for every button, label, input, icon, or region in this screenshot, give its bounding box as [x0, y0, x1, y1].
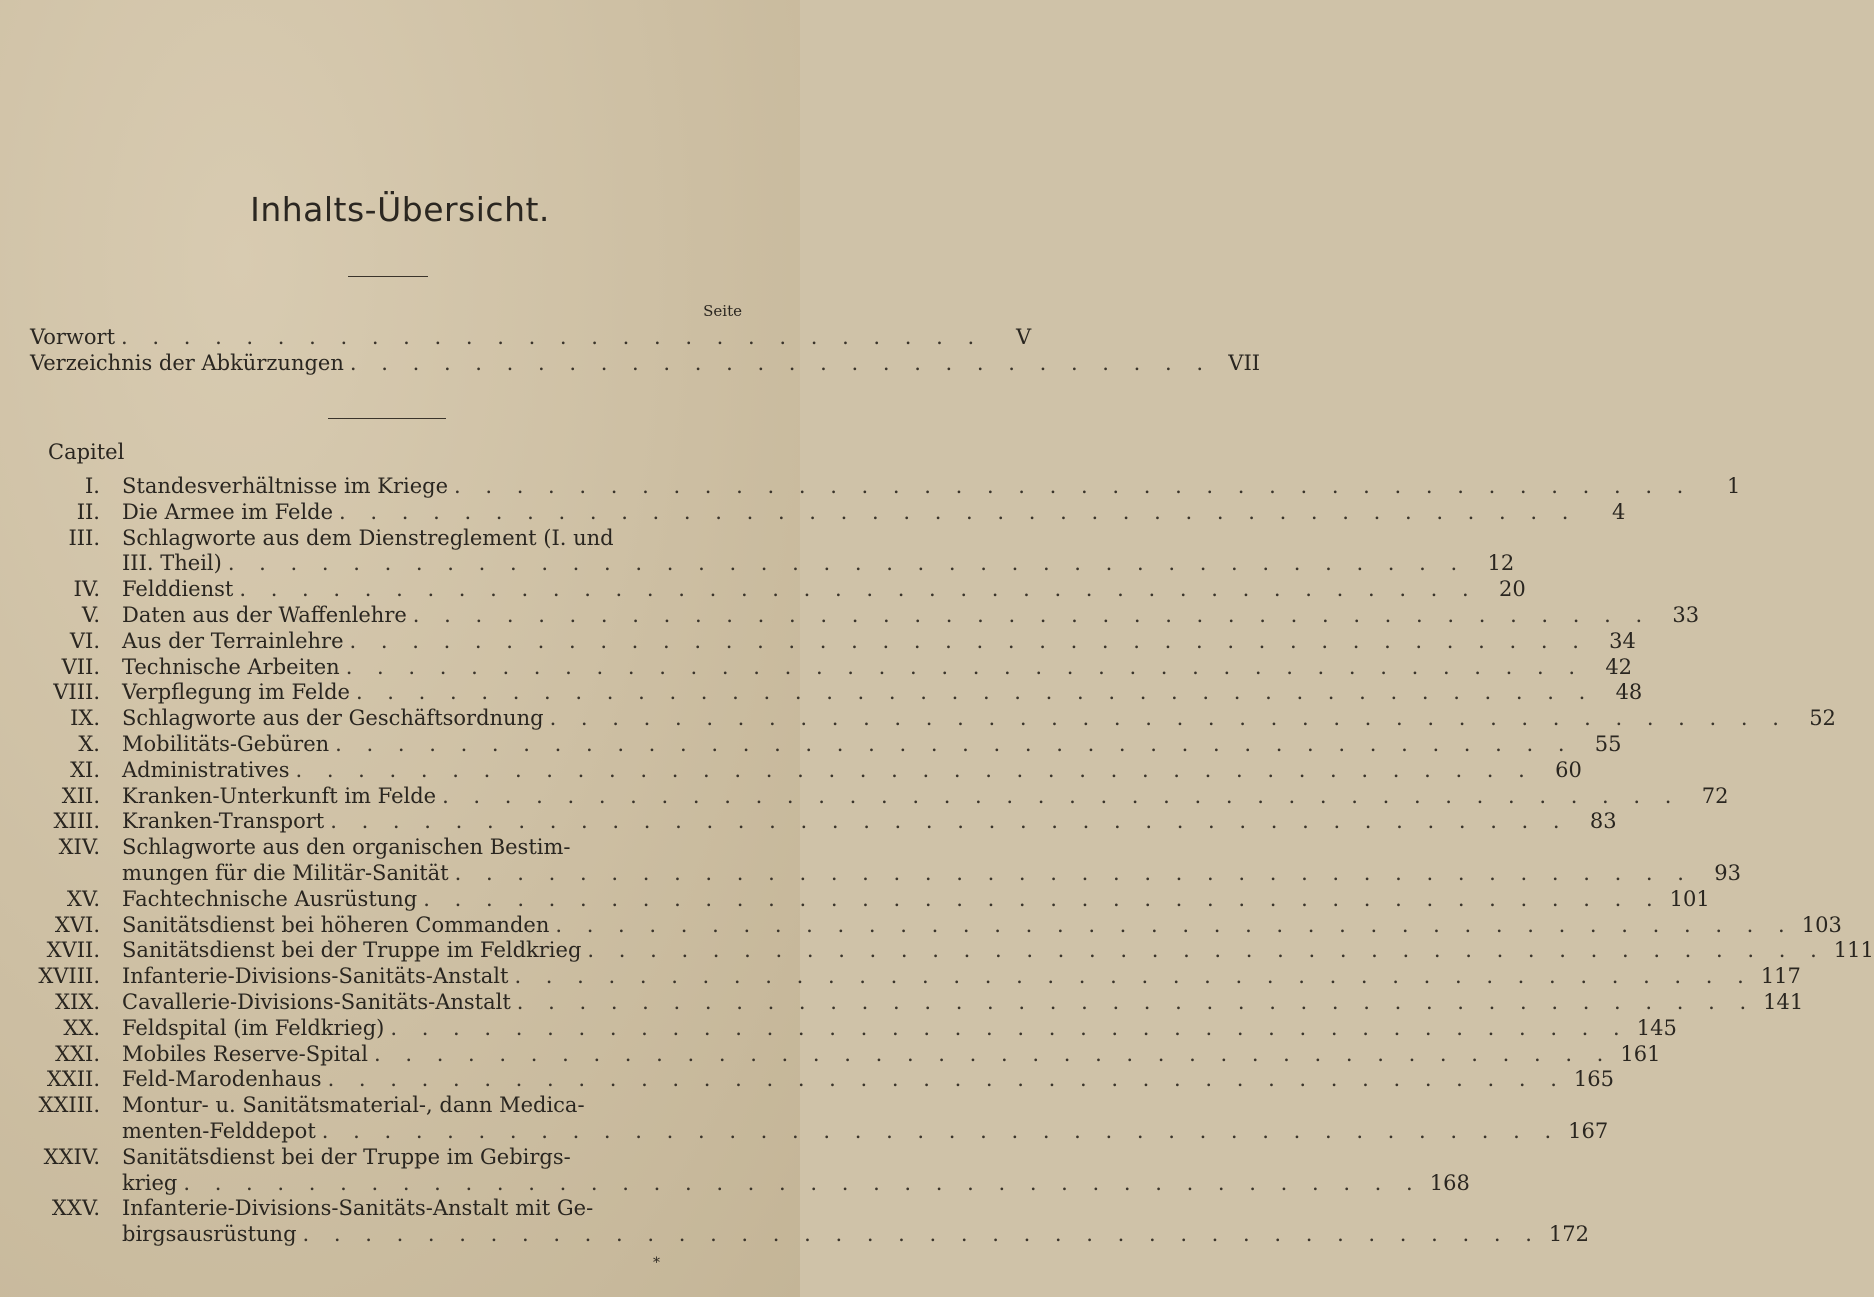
chapter-page-number: 172 — [1548, 1222, 1589, 1247]
toc-chapter-entry[interactable] — [30, 602, 1700, 629]
chapter-number: VII. — [61, 654, 100, 679]
chapter-title-text: Felddienst — [122, 577, 234, 602]
chapter-title-text: Schlagworte aus dem Dienstreglement (I. und — [122, 525, 614, 550]
chapter-title-text: Sanitätsdienst bei höheren Commanden — [122, 912, 550, 937]
chapter-page-number: 111 — [1833, 938, 1874, 963]
chapter-page-number: 33 — [1672, 602, 1700, 627]
chapter-number: XX. — [63, 1015, 100, 1040]
toc-entry-abkuerzungen[interactable] — [30, 350, 1261, 376]
chapter-page-number: 42 — [1605, 654, 1633, 679]
chapter-title-line — [122, 500, 1625, 526]
chapter-title-text: Schlagworte aus der Geschäftsordnung — [122, 706, 544, 731]
leader-dots: . . . . . . . . . . . . . . . . . . . . . . . . . . . . . . . . . . . . . . . . — [345, 654, 1585, 679]
leader-dots: . . . . . . . . . . . . . . . . . . . . . . . . . . . . . . . . . . . . . . . . — [516, 989, 1756, 1014]
toc-entry-page: V — [1016, 325, 1032, 349]
chapter-title-text: Mobiles Reserve-Spital — [122, 1041, 368, 1066]
chapter-body — [122, 526, 1514, 578]
chapter-number: XVIII. — [38, 964, 100, 989]
toc-chapter-entry[interactable] — [30, 938, 1874, 964]
chapter-title-text: Verpflegung im Felde — [122, 680, 350, 705]
leader-dots: . . . . . . . . . . . . . . . . . . . . . . . . . . . . — [121, 325, 984, 349]
chapter-title-text: Kranken-Unterkunft im Felde — [122, 783, 437, 808]
chapter-title-text: Infanterie-Divisions-Sanitäts-Anstalt — [122, 964, 509, 989]
section-divider — [328, 418, 446, 419]
chapter-number: XII. — [61, 783, 100, 808]
chapter-title-line — [122, 1093, 1608, 1119]
toc-chapter-entry[interactable] — [30, 886, 1710, 913]
chapter-title-text: Daten aus der Waffenlehre — [122, 602, 407, 627]
toc-chapter-entry[interactable] — [30, 1041, 1661, 1068]
toc-entry-title: Verzeichnis der Abkürzungen — [30, 351, 344, 375]
chapter-title-line — [122, 809, 1617, 835]
toc-chapter-entry[interactable] — [30, 1093, 1609, 1145]
front-matter-list — [30, 324, 1261, 376]
chapter-title-text: Sanitätsdienst bei der Truppe im Feldkrieg — [122, 938, 582, 963]
chapter-body — [122, 474, 1740, 500]
seite-label: Seite — [703, 302, 742, 320]
toc-entry-title: Vorwort — [30, 325, 116, 349]
toc-chapter-entry[interactable] — [30, 680, 1643, 706]
chapter-body — [122, 500, 1625, 526]
chapter-page-number: 165 — [1573, 1067, 1615, 1092]
chapter-title-line — [122, 551, 1514, 577]
chapter-body — [122, 1016, 1677, 1042]
toc-chapter-entry[interactable] — [30, 757, 1582, 784]
chapter-number: III. — [68, 525, 100, 550]
chapter-number: XXV. — [51, 1196, 100, 1221]
chapter-title-line — [122, 1145, 1470, 1171]
chapter-body — [122, 809, 1617, 835]
chapter-title-text: Feldspital (im Feldkrieg) — [122, 1015, 385, 1040]
chapter-page-number: 34 — [1609, 628, 1636, 653]
leader-dots: . . . . . . . . . . . . . . . . . . . . . . . . . . . . . . . . . . . . . . . . — [302, 1222, 1541, 1247]
chapter-number: XVI. — [54, 912, 100, 937]
leader-dots: . . . . . . . . . . . . . . . . . . . . . . . . . . . . . . . . . . . . . . . . — [390, 1015, 1629, 1040]
chapter-page-number: 48 — [1615, 680, 1643, 705]
chapter-body — [122, 1042, 1660, 1068]
chapter-title-line — [122, 526, 1514, 552]
chapter-body — [122, 706, 1836, 732]
chapter-body — [122, 758, 1582, 784]
leader-dots: . . . . . . . . . . . . . . . . . . . . . . . . . . . . . . . . . . . . . . . . — [442, 783, 1681, 808]
chapter-title-line — [122, 706, 1836, 732]
chapter-title-line — [122, 835, 1741, 861]
chapter-body — [122, 629, 1636, 655]
toc-chapter-entry[interactable] — [30, 989, 1804, 1016]
chapter-number: XV. — [66, 886, 100, 911]
chapter-number: IV. — [73, 577, 100, 602]
leader-dots: . . . . . . . . . . . . . . . . . . . . . . . . . . . . . . . . . . . . . . . . — [587, 938, 1826, 963]
toc-chapter-entry[interactable] — [30, 1196, 1589, 1248]
leader-dots: . . . . . . . . . . . . . . . . . . . . . . . . . . . . . . . . . . . . . . . . — [327, 1067, 1566, 1092]
leader-dots: . . . . . . . . . . . . . . . . . . . . . . . . . . . . . . . . . . . . . . . . — [321, 1118, 1561, 1143]
leader-dots: . . . . . . . . . . . . . . . . . . . . . . . . . . . . . . . . . . . . . . . . — [335, 731, 1574, 756]
leader-dots: . . . . . . . . . . . . . . . . . . . . . . . . . . . . . . . . . . . . . . . . — [374, 1041, 1613, 1066]
chapter-title-line — [122, 784, 1728, 810]
chapter-title-line — [122, 1042, 1660, 1068]
leader-dots: . . . . . . . . . . . . . . . . . . . . . . . . . . . . . . . . . . . . . . . . — [355, 680, 1595, 705]
chapter-title-line — [122, 474, 1740, 500]
toc-chapter-entry[interactable] — [30, 1067, 1615, 1093]
leader-dots: . . . . . . . . . . . . . . . . . . . . . . . . . . . . . . . . . . . . . . . . — [412, 602, 1652, 627]
chapter-body — [122, 913, 1842, 939]
chapter-number: VIII. — [53, 680, 100, 705]
chapter-number: XXIV. — [43, 1144, 100, 1169]
chapter-title-text: Sanitätsdienst bei der Truppe im Gebirgs- — [122, 1144, 571, 1169]
chapter-title-text: krieg — [122, 1170, 178, 1195]
chapter-number: X. — [78, 731, 100, 756]
chapter-body — [122, 784, 1728, 810]
chapter-body — [122, 887, 1710, 913]
toc-chapter-entry[interactable] — [30, 499, 1626, 526]
chapter-title-line — [122, 577, 1526, 603]
chapter-body — [122, 1145, 1470, 1197]
chapter-page-number: 141 — [1763, 989, 1804, 1014]
chapter-page-number: 161 — [1620, 1041, 1661, 1066]
chapter-title-text: menten-Felddepot — [122, 1118, 316, 1143]
chapter-number: XXII. — [46, 1067, 100, 1092]
toc-entry-vorwort[interactable] — [30, 324, 1032, 350]
chapter-title-text: Montur- u. Sanitätsmaterial-, dann Medica- — [122, 1093, 585, 1118]
chapter-page-number: 4 — [1612, 499, 1626, 524]
chapter-title-line — [122, 680, 1642, 706]
chapter-body — [122, 990, 1803, 1016]
title-divider — [348, 276, 428, 277]
chapter-number: I. — [85, 474, 100, 498]
chapter-title-text: Mobilitäts-Gebüren — [122, 731, 330, 756]
chapter-title-line — [122, 1067, 1614, 1093]
chapter-page-number: 72 — [1701, 783, 1729, 808]
chapter-body — [122, 835, 1741, 887]
leader-dots: . . . . . . . . . . . . . . . . . . . . . . . . . . . . . . . . . . . . . . . . — [514, 964, 1753, 989]
chapter-title-line — [122, 1196, 1589, 1222]
chapter-page-number: 145 — [1636, 1015, 1677, 1040]
toc-chapter-entry[interactable] — [30, 835, 1741, 887]
chapter-number: V. — [81, 602, 100, 627]
toc-chapter-entry[interactable] — [30, 1144, 1470, 1197]
toc-chapter-entry[interactable] — [30, 628, 1636, 655]
toc-chapter-entry[interactable] — [30, 783, 1729, 810]
chapter-title-line — [122, 964, 1801, 990]
toc-chapter-entry[interactable] — [30, 654, 1633, 681]
chapter-number: XIX. — [55, 989, 100, 1014]
leader-dots: . . . . . . . . . . . . . . . . . . . . . . . . . . . . . . . . . . . . . . . . — [339, 499, 1578, 524]
chapter-title-text: Schlagworte aus den organischen Bestim- — [122, 835, 571, 860]
chapter-title-text: Fachtechnische Ausrüstung — [122, 886, 418, 911]
leader-dots: . . . . . . . . . . . . . . . . . . . . . . . . . . . . . . . . . . . . . . . . — [549, 706, 1788, 731]
chapter-title-line — [122, 861, 1741, 887]
chapter-page-number: 103 — [1801, 912, 1842, 937]
chapter-page-number: 52 — [1809, 706, 1836, 731]
leader-dots: . . . . . . . . . . . . . . . . . . . . . . . . . . . . . . . . . . . . . . . . — [454, 860, 1693, 885]
chapter-number: II. — [76, 499, 100, 524]
chapter-title-line — [122, 1171, 1470, 1197]
chapter-page-number: 167 — [1568, 1118, 1609, 1143]
chapter-title-line — [122, 732, 1622, 758]
toc-chapter-entry[interactable] — [30, 474, 1741, 500]
chapter-title-text: Infanterie-Divisions-Sanitäts-Anstalt mit Ge- — [122, 1196, 594, 1221]
chapter-number: XI. — [70, 757, 100, 782]
chapter-body — [122, 1067, 1614, 1093]
chapter-title-line — [122, 629, 1636, 655]
chapter-title-line — [122, 938, 1874, 964]
toc-chapter-entry[interactable] — [30, 912, 1842, 939]
chapter-body — [122, 655, 1632, 681]
chapter-page-number: 55 — [1594, 731, 1622, 756]
toc-chapter-entry[interactable] — [30, 809, 1617, 835]
chapter-page-number: 101 — [1669, 886, 1710, 911]
chapter-title-text: III. Theil) — [122, 551, 222, 576]
chapter-page-number: 168 — [1429, 1170, 1470, 1195]
chapter-body — [122, 964, 1801, 990]
leader-dots: . . . . . . . . . . . . . . . . . . . . . . . . . . . . . . . . . . . . . . . . — [227, 551, 1467, 576]
chapter-page-number: 12 — [1487, 551, 1515, 576]
chapter-page-number: 20 — [1498, 577, 1526, 602]
chapter-page-number: 1 — [1726, 474, 1741, 498]
chapter-number: XVII. — [46, 938, 100, 963]
chapter-title-line — [122, 887, 1710, 913]
chapter-number: XXIII. — [38, 1093, 100, 1118]
chapter-body — [122, 1093, 1608, 1145]
toc-chapter-entry[interactable] — [30, 964, 1801, 990]
toc-chapter-entry[interactable] — [30, 525, 1515, 578]
chapter-title-line — [122, 1222, 1589, 1248]
chapter-page-number: 83 — [1589, 809, 1617, 834]
chapter-title-text: Die Armee im Felde — [122, 499, 334, 524]
chapter-title-text: Kranken-Transport — [122, 809, 325, 834]
chapter-title-line — [122, 990, 1803, 1016]
chapter-body — [122, 938, 1874, 964]
leader-dots: . . . . . . . . . . . . . . . . . . . . . . . . . . . . . . . . . . . . . . . . — [239, 577, 1478, 602]
chapter-title-line — [122, 1119, 1608, 1145]
leader-dots: . . . . . . . . . . . . . . . . . . . . . . . . . . . . . . . . . . . . . . . . — [295, 757, 1534, 782]
chapter-title-line — [122, 758, 1582, 784]
leader-dots: . . . . . . . . . . . . . . . . . . . . . . . . . . . . . . . . . . . . . . . . — [454, 474, 1693, 498]
chapter-title-text: mungen für die Militär-Sanität — [122, 860, 449, 885]
chapter-title-text: Aus der Terrainlehre — [122, 628, 344, 653]
chapter-body — [122, 732, 1622, 758]
chapter-body — [122, 577, 1526, 603]
chapter-title-line — [122, 655, 1632, 681]
chapter-page-number: 93 — [1714, 860, 1741, 885]
toc-chapter-entry[interactable] — [30, 731, 1622, 758]
leader-dots: . . . . . . . . . . . . . . . . . . . . . . . . . . . . . . . . . . . . . . . . — [183, 1170, 1422, 1195]
leader-dots: . . . . . . . . . . . . . . . . . . . . . . . . . . . . . . . . . . . . . . . . — [423, 886, 1662, 911]
chapter-number: XIII. — [53, 809, 100, 834]
chapter-body — [122, 603, 1699, 629]
page-title: Inhalts-Übersicht. — [250, 190, 550, 229]
chapter-body — [122, 680, 1642, 706]
chapter-title-text: Feld-Marodenhaus — [122, 1067, 322, 1092]
chapter-list — [30, 474, 1874, 1248]
chapter-title-text: birgsausrüstung — [122, 1222, 297, 1247]
leader-dots: . . . . . . . . . . . . . . . . . . . . . . . . . . . . — [349, 351, 1213, 375]
chapter-title-text: Cavallerie-Divisions-Sanitäts-Anstalt — [122, 989, 511, 1014]
chapter-body — [122, 1196, 1589, 1248]
chapter-number: XXI. — [55, 1041, 100, 1066]
chapter-page-number: 117 — [1760, 964, 1801, 989]
signature-mark: * — [653, 1255, 660, 1271]
chapter-title-text: Administratives — [122, 757, 290, 782]
chapter-title-text: Technische Arbeiten — [122, 654, 340, 679]
chapter-number: IX. — [70, 706, 100, 731]
toc-entry-page: VII — [1228, 351, 1261, 375]
chapter-page-number: 60 — [1555, 757, 1582, 782]
chapter-title-line — [122, 603, 1699, 629]
chapter-number: XIV. — [58, 835, 100, 860]
leader-dots: . . . . . . . . . . . . . . . . . . . . . . . . . . . . . . . . . . . . . . . . — [330, 809, 1569, 834]
toc-chapter-entry[interactable] — [30, 1015, 1677, 1042]
toc-chapter-entry[interactable] — [30, 706, 1836, 732]
leader-dots: . . . . . . . . . . . . . . . . . . . . . . . . . . . . . . . . . . . . . . . . — [555, 912, 1794, 937]
leader-dots: . . . . . . . . . . . . . . . . . . . . . . . . . . . . . . . . . . . . . . . . — [349, 628, 1588, 653]
chapter-title-text: Standesverhältnisse im Kriege — [122, 474, 448, 498]
toc-chapter-entry[interactable] — [30, 577, 1526, 603]
chapter-title-line — [122, 1016, 1677, 1042]
chapter-number: VI. — [69, 628, 100, 653]
chapter-title-line — [122, 913, 1842, 939]
capitel-label: Capitel — [48, 440, 125, 464]
